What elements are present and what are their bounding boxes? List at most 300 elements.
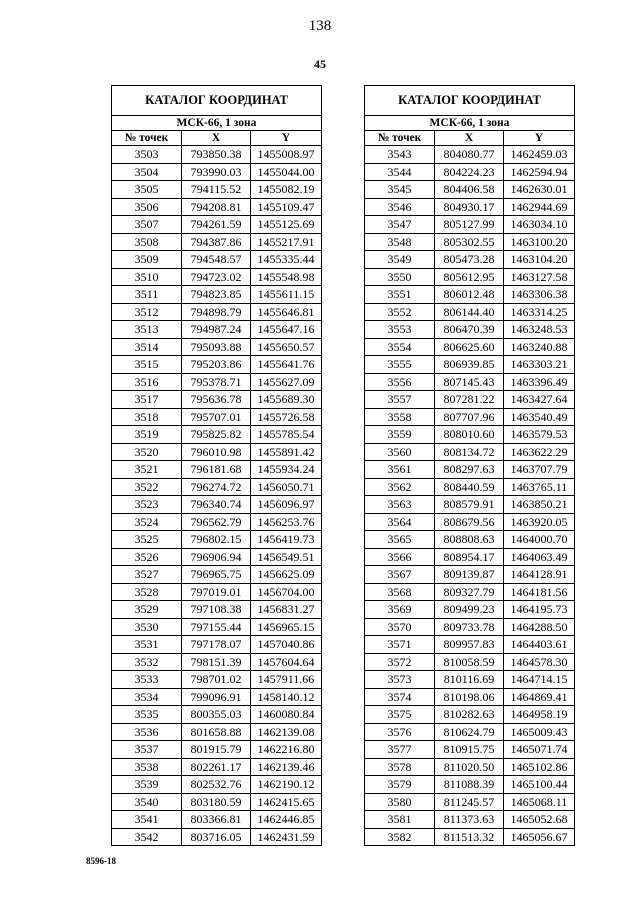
table-row: [365, 688, 575, 706]
x-coordinate-cell: 808808.63: [435, 531, 504, 549]
y-coordinate-cell: 1455548.98: [251, 268, 322, 286]
x-coordinate-cell: 801658.88: [182, 723, 251, 741]
table-row: [365, 181, 575, 199]
table-row: [365, 338, 575, 356]
table-row: [112, 793, 322, 811]
point-number-cell: 3545: [365, 181, 435, 199]
y-coordinate-cell: 1464578.30: [504, 653, 575, 671]
point-number-cell: 3554: [365, 338, 435, 356]
table-row: [112, 776, 322, 794]
table-row: [112, 478, 322, 496]
y-coordinate-cell: 1463579.53: [504, 426, 575, 444]
table-row: [365, 548, 575, 566]
table-row: [365, 531, 575, 549]
point-number-cell: 3549: [365, 251, 435, 269]
x-coordinate-cell: 794823.85: [182, 286, 251, 304]
x-coordinate-cell: 806939.85: [435, 356, 504, 374]
y-coordinate-cell: 1465056.67: [504, 828, 575, 846]
table-row: [112, 723, 322, 741]
table-row: [365, 321, 575, 339]
sub-page-number: 45: [314, 57, 326, 71]
point-number-cell: 3551: [365, 286, 435, 304]
x-coordinate-cell: 802261.17: [182, 758, 251, 776]
x-coordinate-cell: 806012.48: [435, 286, 504, 304]
y-coordinate-cell: 1463100.20: [504, 233, 575, 251]
column-header-x: X: [182, 131, 251, 146]
x-coordinate-cell: 808297.63: [435, 461, 504, 479]
y-coordinate-cell: 1463314.25: [504, 303, 575, 321]
column-header-y: Y: [251, 131, 322, 146]
y-coordinate-cell: 1463240.88: [504, 338, 575, 356]
x-coordinate-cell: 796181.68: [182, 461, 251, 479]
y-coordinate-cell: 1462446.85: [251, 811, 322, 829]
point-number-cell: 3570: [365, 618, 435, 636]
y-coordinate-cell: 1455934.24: [251, 461, 322, 479]
y-coordinate-cell: 1457604.64: [251, 653, 322, 671]
point-number-cell: 3507: [112, 216, 182, 234]
y-coordinate-cell: 1464869.41: [504, 688, 575, 706]
x-coordinate-cell: 803716.05: [182, 828, 251, 846]
x-coordinate-cell: 799096.91: [182, 688, 251, 706]
point-number-cell: 3524: [112, 513, 182, 531]
table-row: [112, 216, 322, 234]
y-coordinate-cell: 1464000.70: [504, 531, 575, 549]
table-row: [365, 671, 575, 689]
point-number-cell: 3514: [112, 338, 182, 356]
point-number-cell: 3564: [365, 513, 435, 531]
y-coordinate-cell: 1460080.84: [251, 706, 322, 724]
table-row: [112, 426, 322, 444]
y-coordinate-cell: 1457040.86: [251, 636, 322, 654]
x-coordinate-cell: 808579.91: [435, 496, 504, 514]
x-coordinate-cell: 797108.38: [182, 601, 251, 619]
point-number-cell: 3515: [112, 356, 182, 374]
y-coordinate-cell: 1462415.65: [251, 793, 322, 811]
x-coordinate-cell: 796010.98: [182, 443, 251, 461]
y-coordinate-cell: 1463306.38: [504, 286, 575, 304]
x-coordinate-cell: 800355.03: [182, 706, 251, 724]
y-coordinate-cell: 1463248.53: [504, 321, 575, 339]
y-coordinate-cell: 1463034.10: [504, 216, 575, 234]
point-number-cell: 3518: [112, 408, 182, 426]
table-row: [365, 426, 575, 444]
x-coordinate-cell: 810624.79: [435, 723, 504, 741]
point-number-cell: 3534: [112, 688, 182, 706]
x-coordinate-cell: 811373.63: [435, 811, 504, 829]
table-row: [365, 303, 575, 321]
column-header-point: № точек: [365, 131, 435, 146]
x-coordinate-cell: 798151.39: [182, 653, 251, 671]
table-row: [112, 251, 322, 269]
table-row: [112, 443, 322, 461]
point-number-cell: 3533: [112, 671, 182, 689]
x-coordinate-cell: 795636.78: [182, 391, 251, 409]
x-coordinate-cell: 795093.88: [182, 338, 251, 356]
y-coordinate-cell: 1464128.91: [504, 566, 575, 584]
table-row: [365, 811, 575, 829]
y-coordinate-cell: 1465052.68: [504, 811, 575, 829]
table-row: [365, 828, 575, 846]
x-coordinate-cell: 794208.81: [182, 198, 251, 216]
table-row: [365, 233, 575, 251]
y-coordinate-cell: 1455891.42: [251, 443, 322, 461]
y-coordinate-cell: 1456050.71: [251, 478, 322, 496]
y-coordinate-cell: 1455008.97: [251, 146, 322, 164]
x-coordinate-cell: 807281.22: [435, 391, 504, 409]
y-coordinate-cell: 1456253.76: [251, 513, 322, 531]
table-row: [365, 741, 575, 759]
y-coordinate-cell: 1464063.49: [504, 548, 575, 566]
x-coordinate-cell: 795203.86: [182, 356, 251, 374]
table-row: [365, 758, 575, 776]
x-coordinate-cell: 795378.71: [182, 373, 251, 391]
point-number-cell: 3505: [112, 181, 182, 199]
x-coordinate-cell: 806470.39: [435, 321, 504, 339]
x-coordinate-cell: 795825.82: [182, 426, 251, 444]
point-number-cell: 3567: [365, 566, 435, 584]
point-number-cell: 3526: [112, 548, 182, 566]
x-coordinate-cell: 805127.99: [435, 216, 504, 234]
table-row: [365, 723, 575, 741]
point-number-cell: 3548: [365, 233, 435, 251]
y-coordinate-cell: 1462944.69: [504, 198, 575, 216]
point-number-cell: 3555: [365, 356, 435, 374]
point-number-cell: 3503: [112, 146, 182, 164]
y-coordinate-cell: 1458140.12: [251, 688, 322, 706]
x-coordinate-cell: 797155.44: [182, 618, 251, 636]
x-coordinate-cell: 806144.40: [435, 303, 504, 321]
x-coordinate-cell: 794987.24: [182, 321, 251, 339]
point-number-cell: 3529: [112, 601, 182, 619]
x-coordinate-cell: 804930.17: [435, 198, 504, 216]
table-row: [365, 636, 575, 654]
y-coordinate-cell: 1456704.00: [251, 583, 322, 601]
y-coordinate-cell: 1462139.08: [251, 723, 322, 741]
point-number-cell: 3568: [365, 583, 435, 601]
table-row: [112, 828, 322, 846]
x-coordinate-cell: 809139.87: [435, 566, 504, 584]
x-coordinate-cell: 804080.77: [435, 146, 504, 164]
table-row: [365, 268, 575, 286]
point-number-cell: 3580: [365, 793, 435, 811]
table-row: [112, 531, 322, 549]
y-coordinate-cell: 1455650.57: [251, 338, 322, 356]
y-coordinate-cell: 1462431.59: [251, 828, 322, 846]
table-row: [365, 653, 575, 671]
x-coordinate-cell: 811088.39: [435, 776, 504, 794]
point-number-cell: 3506: [112, 198, 182, 216]
document-code: 8596-18: [86, 856, 116, 866]
y-coordinate-cell: 1456625.09: [251, 566, 322, 584]
x-coordinate-cell: 793850.38: [182, 146, 251, 164]
table-title: КАТАЛОГ КООРДИНАТ: [365, 86, 575, 116]
table-row: [112, 636, 322, 654]
point-number-cell: 3523: [112, 496, 182, 514]
table-row: [365, 513, 575, 531]
y-coordinate-cell: 1462216.80: [251, 741, 322, 759]
x-coordinate-cell: 798701.02: [182, 671, 251, 689]
table-row: [112, 268, 322, 286]
y-coordinate-cell: 1455611.15: [251, 286, 322, 304]
point-number-cell: 3510: [112, 268, 182, 286]
table-row: [112, 146, 322, 164]
x-coordinate-cell: 796274.72: [182, 478, 251, 496]
table-row: [365, 163, 575, 181]
point-number-cell: 3552: [365, 303, 435, 321]
x-coordinate-cell: 811245.57: [435, 793, 504, 811]
table-row: [112, 496, 322, 514]
x-coordinate-cell: 805473.28: [435, 251, 504, 269]
table-row: [365, 706, 575, 724]
x-coordinate-cell: 797019.01: [182, 583, 251, 601]
y-coordinate-cell: 1455109.47: [251, 198, 322, 216]
x-coordinate-cell: 810198.06: [435, 688, 504, 706]
table-row: [365, 478, 575, 496]
y-coordinate-cell: 1456549.51: [251, 548, 322, 566]
point-number-cell: 3509: [112, 251, 182, 269]
x-coordinate-cell: 796906.94: [182, 548, 251, 566]
y-coordinate-cell: 1455082.19: [251, 181, 322, 199]
y-coordinate-cell: 1455647.16: [251, 321, 322, 339]
y-coordinate-cell: 1455641.76: [251, 356, 322, 374]
point-number-cell: 3577: [365, 741, 435, 759]
y-coordinate-cell: 1457911.66: [251, 671, 322, 689]
x-coordinate-cell: 808954.17: [435, 548, 504, 566]
point-number-cell: 3576: [365, 723, 435, 741]
point-number-cell: 3519: [112, 426, 182, 444]
table-row: [112, 461, 322, 479]
point-number-cell: 3574: [365, 688, 435, 706]
point-number-cell: 3537: [112, 741, 182, 759]
point-number-cell: 3571: [365, 636, 435, 654]
table-row: [365, 583, 575, 601]
x-coordinate-cell: 794261.59: [182, 216, 251, 234]
table-row: [365, 251, 575, 269]
coordinate-catalog-table-left: [111, 85, 322, 846]
x-coordinate-cell: 796802.15: [182, 531, 251, 549]
x-coordinate-cell: 793990.03: [182, 163, 251, 181]
table-row: [112, 321, 322, 339]
point-number-cell: 3538: [112, 758, 182, 776]
x-coordinate-cell: 802532.76: [182, 776, 251, 794]
column-header-x: X: [435, 131, 504, 146]
y-coordinate-cell: 1462630.01: [504, 181, 575, 199]
y-coordinate-cell: 1462594.94: [504, 163, 575, 181]
table-row: [112, 391, 322, 409]
table-row: [365, 198, 575, 216]
table-row: [112, 741, 322, 759]
y-coordinate-cell: 1463540.49: [504, 408, 575, 426]
table-row: [112, 706, 322, 724]
page-number: 138: [308, 18, 332, 34]
y-coordinate-cell: 1463303.21: [504, 356, 575, 374]
y-coordinate-cell: 1464195.73: [504, 601, 575, 619]
point-number-cell: 3562: [365, 478, 435, 496]
y-coordinate-cell: 1464288.50: [504, 618, 575, 636]
table-row: [365, 496, 575, 514]
point-number-cell: 3553: [365, 321, 435, 339]
x-coordinate-cell: 796965.75: [182, 566, 251, 584]
point-number-cell: 3547: [365, 216, 435, 234]
x-coordinate-cell: 810116.69: [435, 671, 504, 689]
x-coordinate-cell: 803366.81: [182, 811, 251, 829]
x-coordinate-cell: 804224.23: [435, 163, 504, 181]
x-coordinate-cell: 796340.74: [182, 496, 251, 514]
point-number-cell: 3528: [112, 583, 182, 601]
y-coordinate-cell: 1455335.44: [251, 251, 322, 269]
table-row: [365, 373, 575, 391]
y-coordinate-cell: 1463707.79: [504, 461, 575, 479]
y-coordinate-cell: 1465071.74: [504, 741, 575, 759]
point-number-cell: 3578: [365, 758, 435, 776]
y-coordinate-cell: 1463127.58: [504, 268, 575, 286]
point-number-cell: 3536: [112, 723, 182, 741]
y-coordinate-cell: 1463850.21: [504, 496, 575, 514]
point-number-cell: 3560: [365, 443, 435, 461]
y-coordinate-cell: 1455689.30: [251, 391, 322, 409]
table-row: [112, 198, 322, 216]
x-coordinate-cell: 808134.72: [435, 443, 504, 461]
x-coordinate-cell: 809499.23: [435, 601, 504, 619]
point-number-cell: 3556: [365, 373, 435, 391]
x-coordinate-cell: 797178.07: [182, 636, 251, 654]
table-row: [365, 286, 575, 304]
table-row: [112, 758, 322, 776]
table-row: [112, 356, 322, 374]
x-coordinate-cell: 809733.78: [435, 618, 504, 636]
table-row: [112, 181, 322, 199]
x-coordinate-cell: 801915.79: [182, 741, 251, 759]
x-coordinate-cell: 796562.79: [182, 513, 251, 531]
table-zone: МСК-66, 1 зона: [112, 116, 322, 131]
table-title: КАТАЛОГ КООРДИНАТ: [112, 86, 322, 116]
y-coordinate-cell: 1464181.56: [504, 583, 575, 601]
point-number-cell: 3508: [112, 233, 182, 251]
table-row: [112, 601, 322, 619]
table-row: [112, 653, 322, 671]
y-coordinate-cell: 1456965.15: [251, 618, 322, 636]
x-coordinate-cell: 811020.50: [435, 758, 504, 776]
y-coordinate-cell: 1455217.91: [251, 233, 322, 251]
table-row: [112, 408, 322, 426]
y-coordinate-cell: 1455044.00: [251, 163, 322, 181]
point-number-cell: 3573: [365, 671, 435, 689]
table-row: [112, 233, 322, 251]
y-coordinate-cell: 1463622.29: [504, 443, 575, 461]
table-row: [112, 688, 322, 706]
y-coordinate-cell: 1463427.64: [504, 391, 575, 409]
column-header-y: Y: [504, 131, 575, 146]
table-row: [112, 163, 322, 181]
table-row: [365, 461, 575, 479]
x-coordinate-cell: 807145.43: [435, 373, 504, 391]
point-number-cell: 3542: [112, 828, 182, 846]
table-zone: МСК-66, 1 зона: [365, 116, 575, 131]
point-number-cell: 3532: [112, 653, 182, 671]
y-coordinate-cell: 1462459.03: [504, 146, 575, 164]
y-coordinate-cell: 1455726.58: [251, 408, 322, 426]
x-coordinate-cell: 803180.59: [182, 793, 251, 811]
y-coordinate-cell: 1456419.73: [251, 531, 322, 549]
x-coordinate-cell: 794115.52: [182, 181, 251, 199]
point-number-cell: 3569: [365, 601, 435, 619]
y-coordinate-cell: 1463765.11: [504, 478, 575, 496]
point-number-cell: 3565: [365, 531, 435, 549]
point-number-cell: 3525: [112, 531, 182, 549]
y-coordinate-cell: 1464714.15: [504, 671, 575, 689]
x-coordinate-cell: 806625.60: [435, 338, 504, 356]
table-row: [365, 443, 575, 461]
table-row: [112, 513, 322, 531]
point-number-cell: 3504: [112, 163, 182, 181]
point-number-cell: 3511: [112, 286, 182, 304]
x-coordinate-cell: 794898.79: [182, 303, 251, 321]
point-number-cell: 3543: [365, 146, 435, 164]
table-row: [365, 566, 575, 584]
y-coordinate-cell: 1465068.11: [504, 793, 575, 811]
y-coordinate-cell: 1455125.69: [251, 216, 322, 234]
point-number-cell: 3520: [112, 443, 182, 461]
y-coordinate-cell: 1462190.12: [251, 776, 322, 794]
y-coordinate-cell: 1465102.86: [504, 758, 575, 776]
table-row: [112, 618, 322, 636]
table-row: [112, 811, 322, 829]
table-row: [365, 408, 575, 426]
point-number-cell: 3539: [112, 776, 182, 794]
x-coordinate-cell: 794723.02: [182, 268, 251, 286]
point-number-cell: 3535: [112, 706, 182, 724]
point-number-cell: 3517: [112, 391, 182, 409]
point-number-cell: 3531: [112, 636, 182, 654]
x-coordinate-cell: 794548.57: [182, 251, 251, 269]
point-number-cell: 3530: [112, 618, 182, 636]
y-coordinate-cell: 1462139.46: [251, 758, 322, 776]
y-coordinate-cell: 1463104.20: [504, 251, 575, 269]
table-row: [365, 356, 575, 374]
y-coordinate-cell: 1464403.61: [504, 636, 575, 654]
x-coordinate-cell: 810915.75: [435, 741, 504, 759]
x-coordinate-cell: 808010.60: [435, 426, 504, 444]
x-coordinate-cell: 809957.83: [435, 636, 504, 654]
y-coordinate-cell: 1463920.05: [504, 513, 575, 531]
point-number-cell: 3563: [365, 496, 435, 514]
point-number-cell: 3522: [112, 478, 182, 496]
x-coordinate-cell: 795707.01: [182, 408, 251, 426]
point-number-cell: 3566: [365, 548, 435, 566]
table-row: [365, 391, 575, 409]
point-number-cell: 3527: [112, 566, 182, 584]
point-number-cell: 3516: [112, 373, 182, 391]
table-row: [112, 286, 322, 304]
x-coordinate-cell: 810058.59: [435, 653, 504, 671]
coordinate-catalog-table-right: [364, 85, 575, 846]
point-number-cell: 3572: [365, 653, 435, 671]
table-row: [365, 146, 575, 164]
x-coordinate-cell: 794387.86: [182, 233, 251, 251]
point-number-cell: 3581: [365, 811, 435, 829]
table-row: [112, 566, 322, 584]
x-coordinate-cell: 810282.63: [435, 706, 504, 724]
table-row: [112, 671, 322, 689]
x-coordinate-cell: 805302.55: [435, 233, 504, 251]
table-row: [365, 618, 575, 636]
y-coordinate-cell: 1465009.43: [504, 723, 575, 741]
table-row: [112, 373, 322, 391]
table-row: [112, 583, 322, 601]
point-number-cell: 3541: [112, 811, 182, 829]
y-coordinate-cell: 1455785.54: [251, 426, 322, 444]
y-coordinate-cell: 1463396.49: [504, 373, 575, 391]
